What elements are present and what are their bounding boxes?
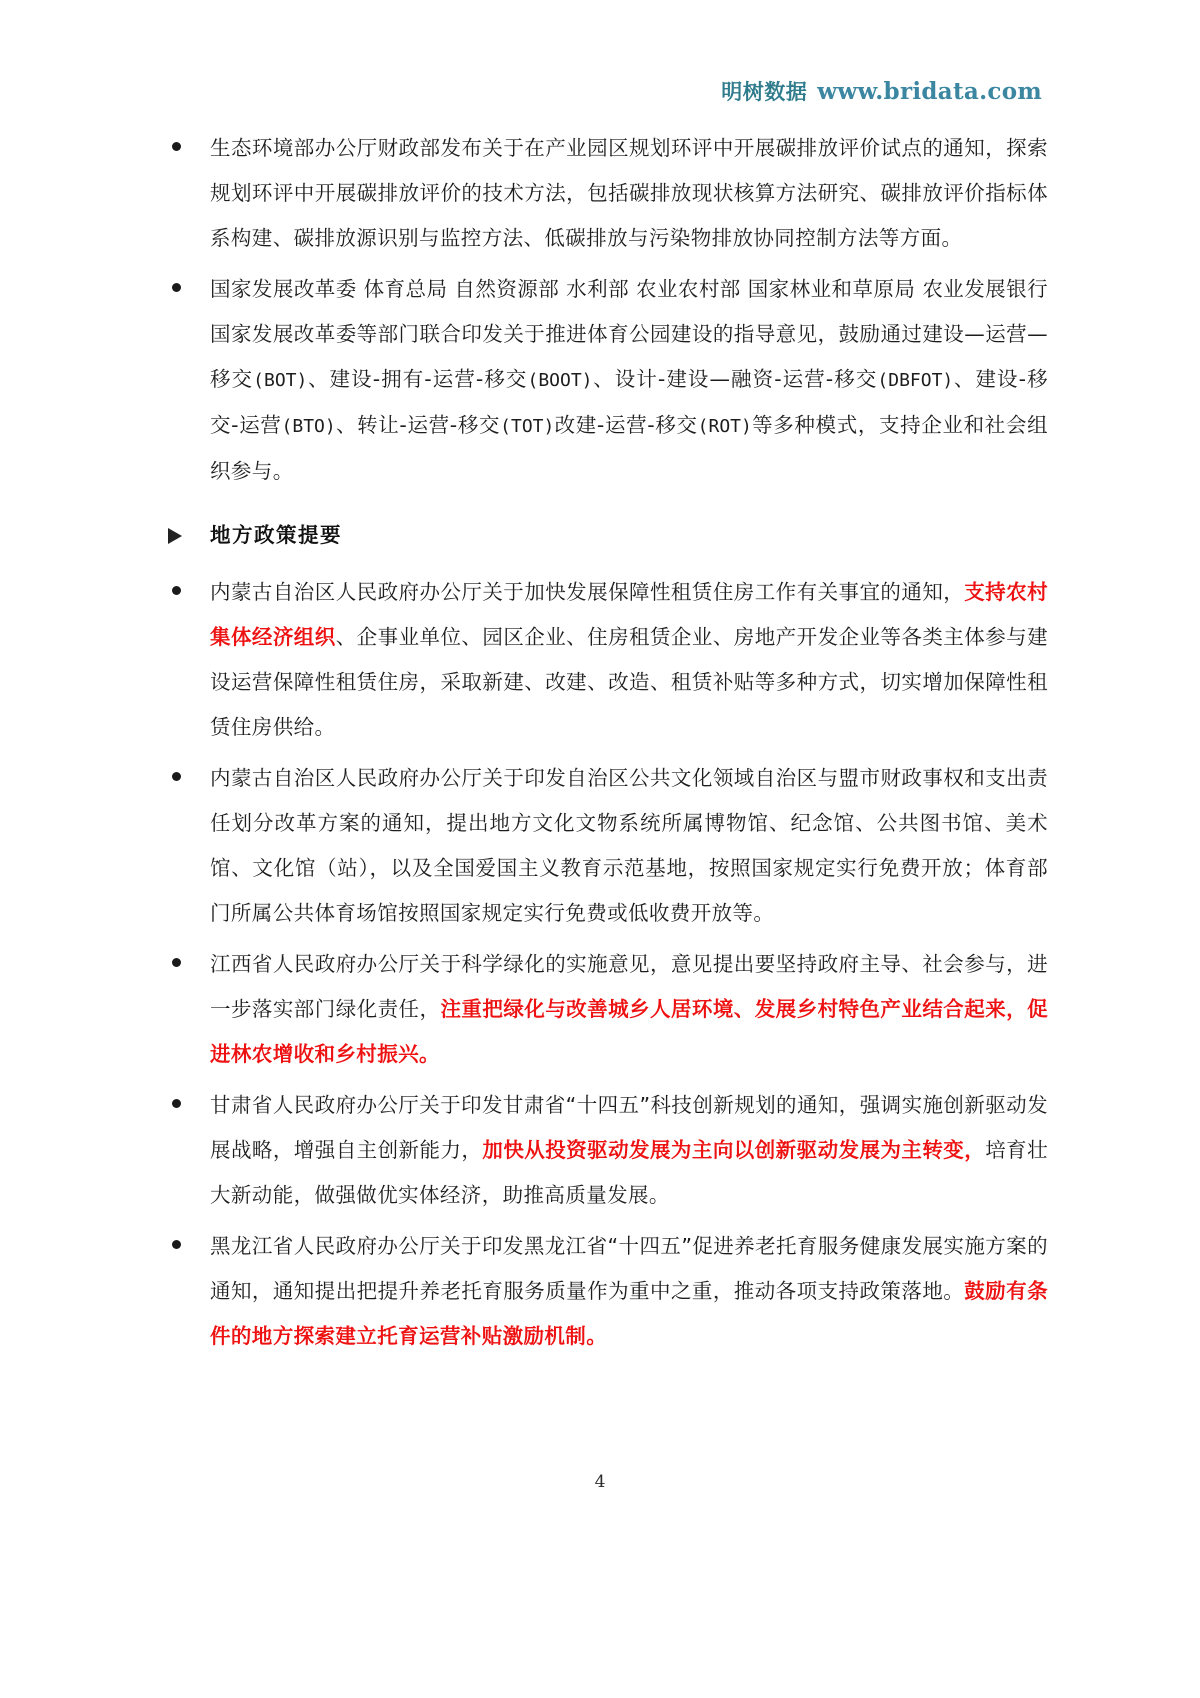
text-run: 改建-运营-移交 [554, 413, 698, 437]
bullet-jiangxi-greening [158, 942, 1048, 1077]
bullet-dot-icon [172, 1240, 181, 1249]
paragraph-text [210, 570, 1048, 750]
bullet-dot-icon [172, 958, 181, 967]
bullet-neimenggu-rental-housing [158, 570, 1048, 750]
text-run: 等多种模式，支持企业和社会组织参与。 [210, 413, 1048, 483]
bullet-dot-icon [172, 142, 181, 151]
text-run: 黑龙江省人民政府办公厅关于印发黑龙江省“十四五”促进养老托育服务健康发展实施方案的通知，通知提出把提升养老托育服务质量作为重中之重，推动各项支持政策落地。 [210, 1234, 1048, 1303]
page-number: 4 [594, 1472, 606, 1492]
bullet-ndrc-sports-park [158, 267, 1048, 494]
document-body [158, 126, 1048, 1365]
section-heading-label: 地方政策提要 [210, 523, 342, 547]
text-run: 、设计-建设—融资-运营-移交 [592, 367, 878, 391]
bullet-mee-carbon-pilot [158, 126, 1048, 261]
highlighted-text-run: 注重把绿化与改善城乡人居环境、发展乡村特色产业结合起来，促进林农增收和乡村振兴。 [210, 997, 1048, 1066]
text-run: 、企事业单位、园区企业、住房租赁企业、房地产开发企业等各类主体参与建设运营保障性租赁住房，采取新建、改建、改造、租赁补贴等多种方式，切实增加保障性租赁住房供给。 [210, 625, 1048, 739]
paragraph-text [210, 756, 1048, 936]
page-header [721, 76, 1042, 106]
text-run: 江西省人民政府办公厅关于科学绿化的实施意见，意见提出要坚持政府主导、社会参与，进一步落实部门绿化责任， [210, 952, 1048, 1021]
bullet-dot-icon [172, 586, 181, 595]
text-run: 国家发展改革委 体育总局 自然资源部 水利部 农业农村部 国家林业和草原局 农业发展银行国家发展改革委等部门联合印发关于推进体育公园建设的指导意见，鼓励通过建设—运营—移交 [210, 277, 1048, 391]
text-run: (TOT) [500, 416, 555, 437]
highlighted-text-run: 加快从投资驱动发展为主向以创新驱动发展为主转变， [482, 1138, 986, 1162]
text-run: 甘肃省人民政府办公厅关于印发甘肃省“十四五”科技创新规划的通知，强调实施创新驱动发展战略，增强自主创新能力， [210, 1093, 1048, 1162]
text-run: 内蒙古自治区人民政府办公厅关于印发自治区公共文化领域自治区与盟市财政事权和支出责任划分改革方案的通知，提出地方文化文物系统所属博物馆、纪念馆、公共图书馆、美术馆、文化馆（站），以及全国爱国主义教育示范基地，按照国家规定实行免费开放；体育部门所属公共体育场馆按照国家规定实行免费或低收费开放等。 [210, 766, 1048, 925]
text-run: 、转让-运营-移交 [335, 413, 501, 437]
text-run: (BOOT) [527, 370, 593, 391]
text-run: 、建设-移交-运营 [210, 367, 1048, 437]
paragraph-text [210, 942, 1048, 1077]
bullet-dot-icon [172, 283, 181, 292]
paragraph-text [210, 1224, 1048, 1359]
highlighted-text-run: 鼓励有条件的地方探索建立托育运营补贴激励机制。 [210, 1279, 1048, 1348]
bullet-dot-icon [172, 772, 181, 781]
arrow-right-icon [168, 528, 182, 544]
bullet-heilongjiang-eldercare [158, 1224, 1048, 1359]
heading-local-policy [158, 520, 1048, 550]
paragraph-text [210, 267, 1048, 494]
text-run: 生态环境部办公厅财政部发布关于在产业园区规划环评中开展碳排放评价试点的通知，探索规划环评中开展碳排放评价的技术方法，包括碳排放现状核算方法研究、碳排放评价指标体系构建、碳排放源识别与监控方法、低碳排放与污染物排放协同控制方法等方面。 [210, 136, 1048, 250]
paragraph-text [210, 126, 1048, 261]
bullet-dot-icon [172, 1099, 181, 1108]
text-run: (DBFOT) [877, 370, 954, 391]
text-run: 内蒙古自治区人民政府办公厅关于加快发展保障性租赁住房工作有关事宜的通知， [210, 580, 965, 604]
highlighted-text-run: 支持农村集体经济组织 [210, 580, 1048, 649]
text-run: (BTO) [281, 416, 336, 437]
text-run: (BOT) [253, 370, 308, 391]
bullet-gansu-sci-tech [158, 1083, 1048, 1218]
text-run: (ROT) [697, 416, 752, 437]
brand-website-url: www.bridata.com [817, 78, 1042, 105]
brand-name-cn: 明树数据 [721, 80, 808, 104]
bullet-neimenggu-culture-finance [158, 756, 1048, 936]
text-run: 、建设-拥有-运营-移交 [307, 367, 528, 391]
text-run: 培育壮大新动能，做强做优实体经济，助推高质量发展。 [210, 1138, 1049, 1207]
paragraph-text [210, 1083, 1048, 1218]
